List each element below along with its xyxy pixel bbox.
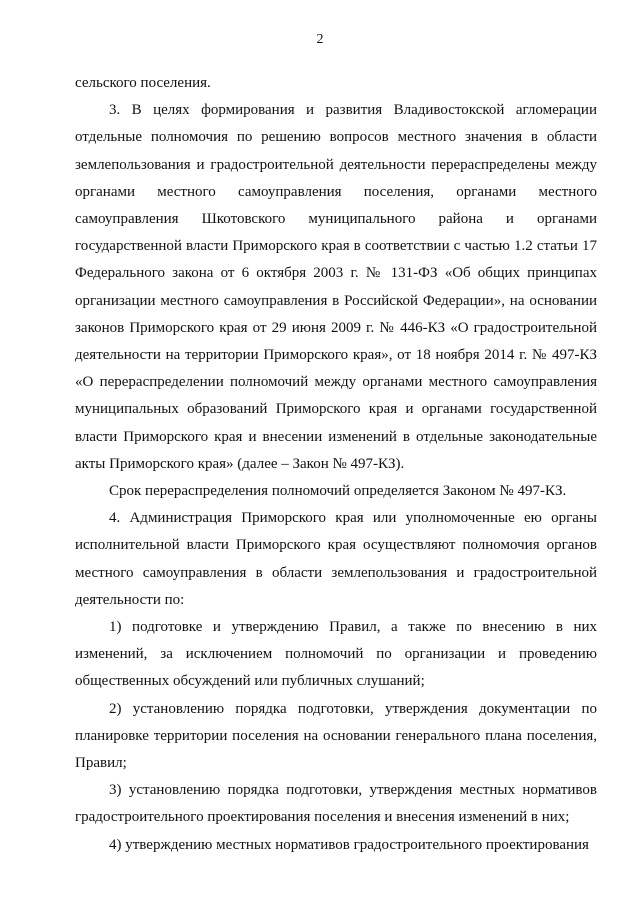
document-body [75, 70, 597, 859]
subitem-2: 2) установлению порядка подготовки, утверждения документации по планировке территории поселения на основании генерального плана поселения, Правил; [75, 700, 597, 772]
subitem-4: 4) утверждению местных нормативов градостроительного проектирования [109, 836, 589, 853]
subitem-1: 1) подготовке и утверждению Правил, а также по внесению в них изменений, за исключением полномочий по организации и проведению общественных обсуждений или публичных слушаний; [75, 619, 597, 690]
paragraph-item-3: 3. В целях формирования и развития Владивостокской агломерации отдельные полномочия по решению вопросов местного значения в области землепользования и градостроительной деятельности перераспределены между органами местного самоуправления поселения, органами местного самоуправления Шкотовского муниципального района и органами государственной власти Приморского края в соответствии с частью 1.2 статьи 17 Федерального закона от 6 октября 2003 г. № 131-ФЗ «Об общих принципах организации местного самоуправления в Российской Федерации», на основании законов Приморского края от 29 июня 2009 г. № 446-КЗ «О градостроительной деятельности на территории Приморского края», от 18 ноября 2014 г. № 497-КЗ «О перераспределении полномочий между органами местного самоуправления муниципальных образований Приморского края и органами государственной власти Приморского края и внесении изменений в отдельные законодательные акты Приморского края» (далее – Закон № 497-КЗ). [75, 102, 597, 472]
page-number: 2 [316, 32, 324, 47]
paragraph-item-4: 4. Администрация Приморского края или уполномоченные ею органы исполнительной власти Приморского края осуществляют полномочия органов местного самоуправления в области землепользования и градостроительной деятельности по: [75, 510, 597, 608]
paragraph-redistribution-term: Срок перераспределения полномочий определяется Законом № 497-КЗ. [109, 483, 567, 500]
paragraph-continuation: сельского поселения. [75, 75, 211, 91]
subitem-3: 3) установлению порядка подготовки, утверждения местных нормативов градостроительного проектирования поселения и внесения изменений в них; [75, 782, 597, 826]
